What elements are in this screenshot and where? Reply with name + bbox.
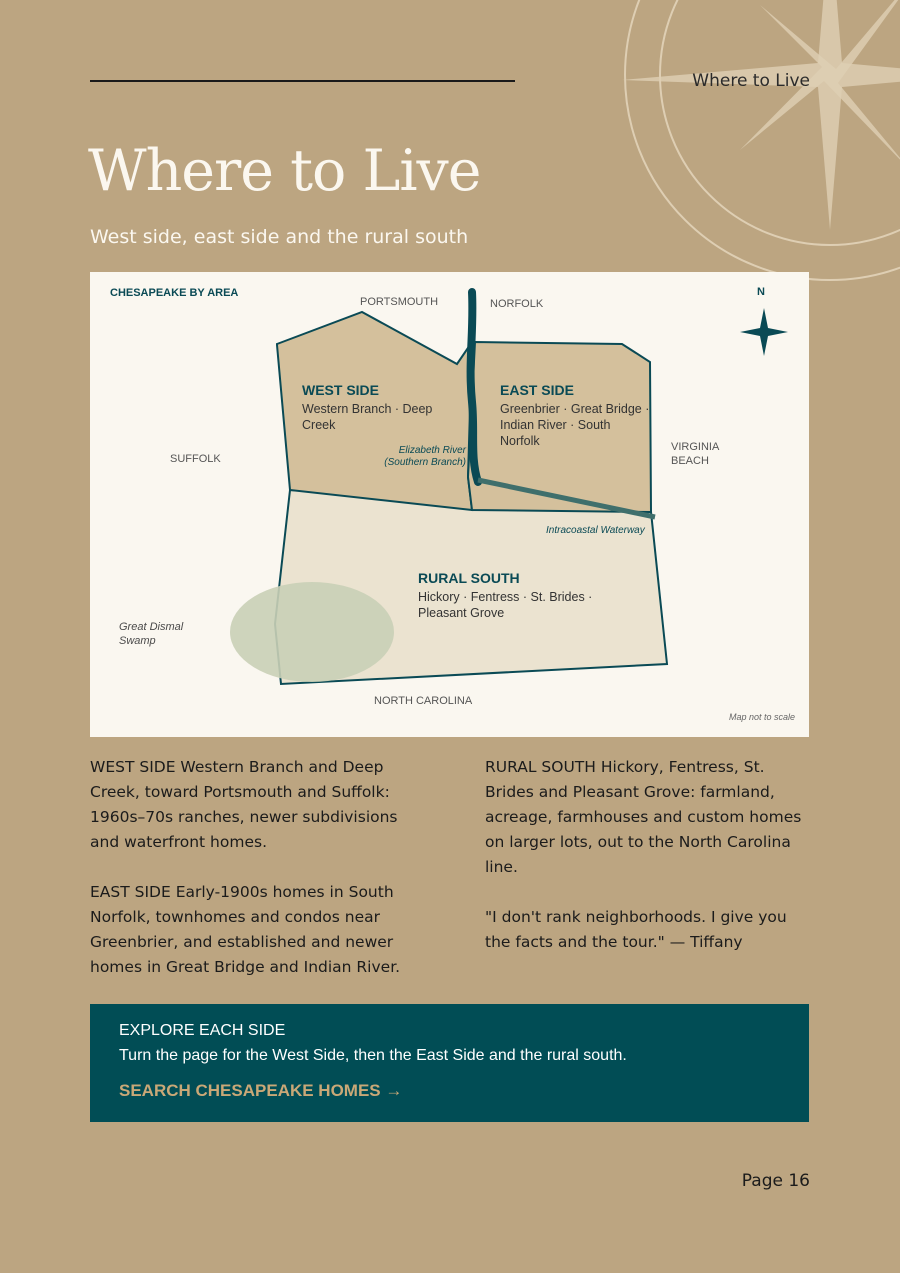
east-side-desc: Greenbrier · Great Bridge · Indian River · South Norfolk [500, 402, 650, 448]
body-column-right [485, 755, 810, 980]
page-number: Page 16 [741, 1171, 810, 1191]
label-north-carolina: NORTH CAROLINA [374, 695, 473, 707]
page-title: Where to Live [88, 138, 481, 204]
area-map [90, 272, 809, 737]
map-graphic [90, 272, 809, 737]
swamp-label: Great Dismal Swamp [119, 621, 184, 647]
page-subtitle: West side, east side and the rural south [90, 226, 469, 248]
body-column-left [90, 755, 420, 1005]
label-virginia-beach: VIRGINIA BEACH [671, 441, 719, 467]
north-label: N [757, 286, 765, 298]
rural-south-name: RURAL SOUTH [418, 570, 520, 586]
west-side-desc: Western Branch · Deep Creek [302, 402, 433, 432]
north-arrow-icon [740, 308, 788, 356]
great-dismal-swamp-shape [230, 582, 394, 682]
rural-south-paragraph: RURAL SOUTH Hickory, Fentress, St. Brides and Pleasant Grove: farmland, acreage, farmhouses and custom homes on larger lots, out to the North Carolina line. [485, 758, 802, 876]
river-label: Elizabeth River (Southern Branch) [384, 445, 466, 468]
running-head: Where to Live [692, 71, 810, 91]
west-side-name: WEST SIDE [302, 382, 380, 398]
map-title: CHESAPEAKE BY AREA [110, 287, 239, 299]
label-norfolk: NORFOLK [490, 298, 544, 310]
east-side-paragraph: EAST SIDE Early-1900s homes in South Norfolk, townhomes and condos near Greenbrier, and established and newer homes in Great Bridge and Indian River. [90, 883, 401, 976]
rural-south-desc: Hickory · Fentress · St. Brides · Pleasant Grove [418, 590, 593, 620]
top-rule [90, 80, 515, 82]
waterway-label: Intracoastal Waterway [546, 525, 645, 536]
east-side-name: EAST SIDE [500, 382, 574, 398]
callout-text: Turn the page for the West Side, then the East Side and the rural south. [119, 1047, 627, 1064]
compass-rose-decoration [600, 0, 900, 300]
west-side-paragraph: WEST SIDE Western Branch and Deep Creek, toward Portsmouth and Suffolk: 1960s–70s ranches, newer subdivisions and waterfront homes. [90, 758, 398, 851]
explore-callout [90, 1004, 809, 1122]
search-homes-link[interactable]: SEARCH CHESAPEAKE HOMES → [119, 1081, 403, 1100]
label-suffolk: SUFFOLK [170, 453, 221, 465]
callout-kicker: EXPLORE EACH SIDE [119, 1022, 286, 1039]
agent-quote: "I don't rank neighborhoods. I give you the facts and the tour." — Tiffany [485, 908, 787, 951]
label-portsmouth: PORTSMOUTH [360, 296, 439, 308]
map-scale-note: Map not to scale [729, 712, 796, 722]
